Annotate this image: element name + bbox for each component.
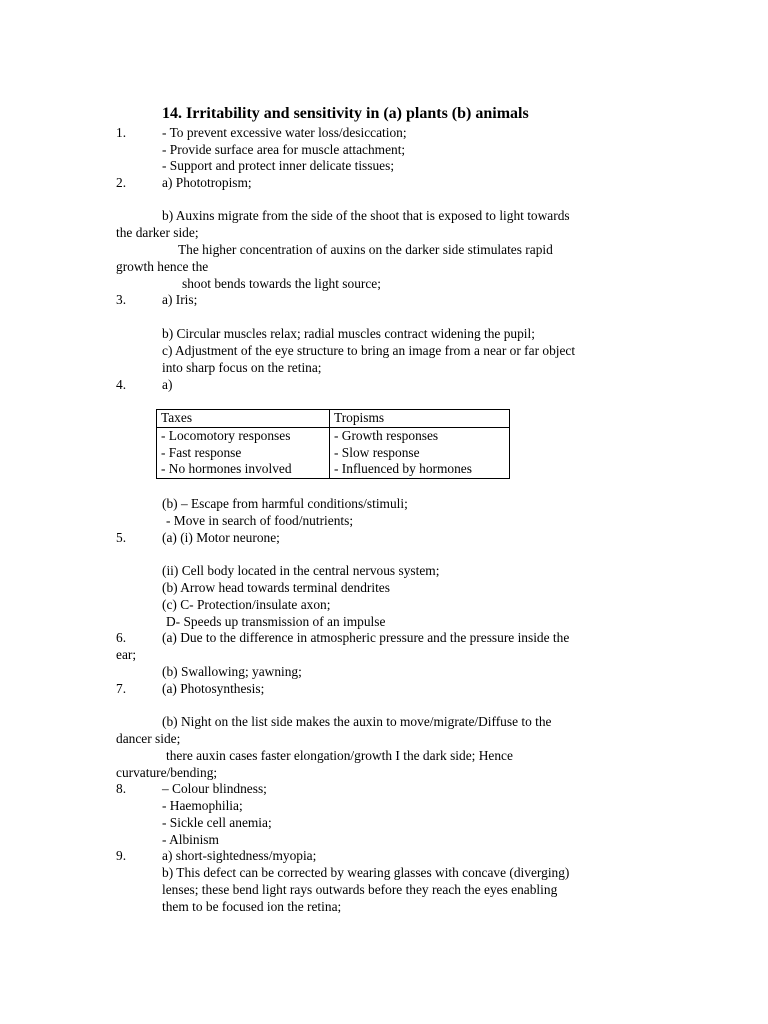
cell-line: - Locomotory responses xyxy=(161,427,291,443)
answer-line: (c) C- Protection/insulate axon; xyxy=(162,597,331,612)
answer-line: - Provide surface area for muscle attachment; xyxy=(162,142,406,157)
question-number: 3. xyxy=(116,292,127,307)
answer-line: lenses; these bend light rays outwards before they reach the eyes enabling xyxy=(162,882,558,897)
answer-line: D- Speeds up transmission of an impulse xyxy=(166,614,386,629)
answer-line: a) short-sightedness/myopia; xyxy=(162,848,317,863)
answer-line: there auxin cases faster elongation/growth I the dark side; Hence xyxy=(166,748,513,763)
question-number: 5. xyxy=(116,530,127,545)
answer-line: b) Auxins migrate from the side of the shoot that is exposed to light towards xyxy=(162,208,570,223)
answer-line: (b) – Escape from harmful conditions/stimuli; xyxy=(162,496,408,511)
question-number: 7. xyxy=(116,681,127,696)
table-header-row xyxy=(157,410,510,428)
answer-line: curvature/bending; xyxy=(116,765,218,780)
answer-line: a) Iris; xyxy=(162,292,198,307)
table-row xyxy=(157,427,510,478)
cell-line: - Influenced by hormones xyxy=(334,461,472,477)
answer-line: shoot bends towards the light source; xyxy=(182,276,381,291)
answer-line: (a) Photosynthesis; xyxy=(162,681,265,696)
cell-line: - Fast response xyxy=(161,444,242,460)
cell-line: - Growth responses xyxy=(334,427,439,443)
question-number: 6. xyxy=(116,630,127,645)
answer-line: (a) (i) Motor neurone; xyxy=(162,530,280,545)
answer-line: - Sickle cell anemia; xyxy=(162,815,272,830)
answer-line: the darker side; xyxy=(116,225,199,240)
answer-line: - Haemophilia; xyxy=(162,798,243,813)
table-header-taxes: Taxes xyxy=(157,410,330,428)
table-header-tropisms: Tropisms xyxy=(330,410,510,428)
cell-line: - No hormones involved xyxy=(161,461,292,477)
question-number: 8. xyxy=(116,781,127,796)
taxes-tropisms-table xyxy=(156,409,510,479)
table-cell-tropisms xyxy=(330,427,510,478)
answer-line: (a) Due to the difference in atmospheric pressure and the pressure inside the xyxy=(162,630,570,645)
answer-line: a) Phototropism; xyxy=(162,175,252,190)
answer-line: dancer side; xyxy=(116,731,181,746)
answer-line: c) Adjustment of the eye structure to bring an image from a near or far object xyxy=(162,343,576,358)
answer-line: (b) Night on the list side makes the auxin to move/migrate/Diffuse to the xyxy=(162,714,552,729)
page-title: 14. Irritability and sensitivity in (a) plants (b) animals xyxy=(162,105,529,122)
question-number: 4. xyxy=(116,377,127,392)
answer-line: them to be focused ion the retina; xyxy=(162,899,342,914)
answer-line: - To prevent excessive water loss/desiccation; xyxy=(162,125,407,140)
answer-line: ear; xyxy=(116,647,137,662)
answer-line: (b) Arrow head towards terminal dendrites xyxy=(162,580,390,595)
answer-line: b) Circular muscles relax; radial muscles contract widening the pupil; xyxy=(162,326,535,341)
answer-line: into sharp focus on the retina; xyxy=(162,360,322,375)
question-number: 1. xyxy=(116,125,127,140)
answer-line: - Albinism xyxy=(162,832,219,847)
question-number: 2. xyxy=(116,175,127,190)
question-number: 9. xyxy=(116,848,127,863)
answer-line: – Colour blindness; xyxy=(162,781,267,796)
answer-line: (b) Swallowing; yawning; xyxy=(162,664,302,679)
answer-line: - Move in search of food/nutrients; xyxy=(166,513,354,528)
answer-line: The higher concentration of auxins on the darker side stimulates rapid xyxy=(178,242,553,257)
cell-line: - Slow response xyxy=(334,444,420,460)
table-cell-taxes xyxy=(157,427,330,478)
answer-line: a) xyxy=(162,377,173,392)
answer-line: growth hence the xyxy=(116,259,209,274)
answer-line: b) This defect can be corrected by wearing glasses with concave (diverging) xyxy=(162,865,570,880)
answer-line: - Support and protect inner delicate tissues; xyxy=(162,158,395,173)
answer-line: (ii) Cell body located in the central nervous system; xyxy=(162,563,440,578)
